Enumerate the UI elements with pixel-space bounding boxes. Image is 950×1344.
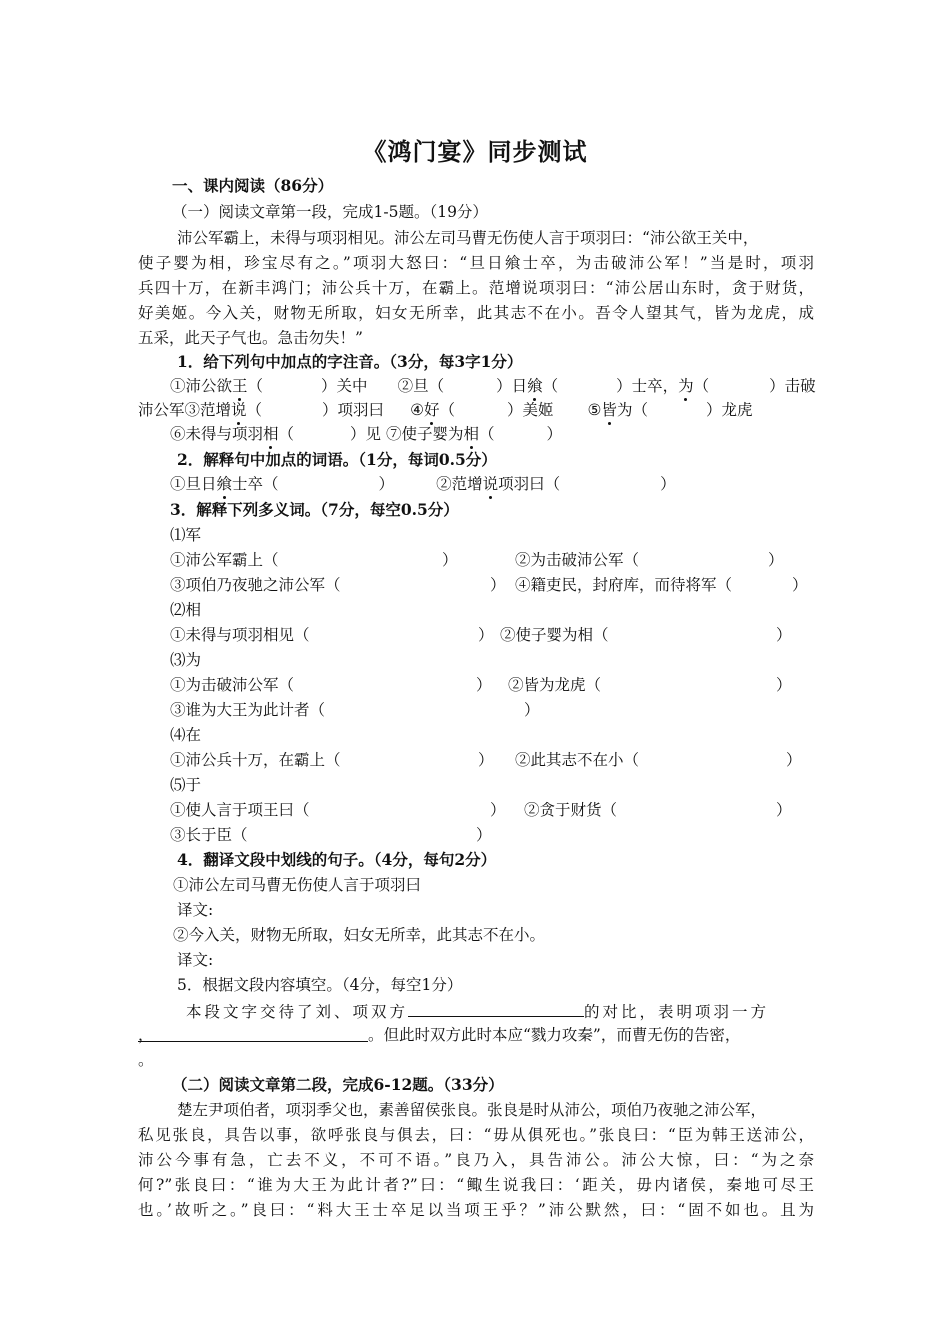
passage-line: 沛公今事有急，亡去不义，不可不语。”良乃入，具告沛公。沛公大惊，曰：“为之奈	[138, 1151, 814, 1169]
q1-text: （	[278, 425, 295, 443]
q3-item: ①沛公兵十万，在霸上（	[170, 751, 341, 769]
q3-item: ）	[442, 551, 458, 569]
q1-line-1	[170, 376, 816, 396]
q1-text: 为（	[616, 401, 648, 419]
q3-item: ①未得与项羽相见（	[170, 626, 310, 644]
q2-text: 士卒（	[232, 475, 279, 493]
passage-line: 五采，此天子气也。急击勿失！”	[138, 329, 363, 347]
q1-text: ①沛公欲	[170, 377, 233, 395]
q4-translation-label-2: 译文:	[177, 951, 214, 969]
q3-item: ）	[776, 801, 792, 819]
q5-heading: 5．根据文段内容填空。（4分，每空1分）	[177, 976, 463, 994]
q3-item: ）	[490, 576, 506, 594]
q1-text: ）见 ⑦使子婴为	[350, 425, 464, 443]
q3-item: ）	[792, 576, 808, 594]
q3-item: ①沛公军霸上（	[170, 551, 279, 569]
q1-line-3	[170, 424, 562, 444]
q1-line-2	[138, 400, 752, 420]
q1-text: ⑥未得与项羽	[170, 425, 264, 443]
q2-text: ①旦日	[170, 475, 217, 493]
q3-word: ⑶为	[170, 651, 202, 669]
q4-sentence-2: ②今入关，财物无所取，妇女无所幸，此其志不在小。	[173, 926, 546, 944]
answer-blank[interactable]	[138, 1025, 368, 1042]
passage-line: 使子婴为相，珍宝尽有之。”项羽大怒曰：“旦日飨士卒，为击破沛公军！”当是时，项羽	[138, 254, 814, 272]
q1-text: ）日	[496, 377, 528, 395]
q1-text: 沛公军③范增	[138, 401, 232, 419]
q1-text: （	[693, 377, 710, 395]
q3-item: ②皆为龙虎（	[508, 676, 602, 694]
q3-item: ①为击破沛公军（	[170, 676, 295, 694]
q2-line	[170, 474, 676, 494]
q1-text: ⑤	[587, 401, 602, 419]
q3-item: ②使子婴为相（	[500, 626, 609, 644]
q3-item: ）	[478, 626, 494, 644]
q3-item: ）	[768, 551, 784, 569]
q3-item: ③项伯乃夜驰之沛公军（	[170, 576, 341, 594]
dotted-char: 飨	[216, 475, 233, 493]
dotted-char: 说	[231, 401, 247, 419]
q1-text: ）	[546, 425, 563, 443]
dotted-char: 王	[232, 377, 248, 395]
passage-line: 好美姬。今入关，财物无所取，妇女无所幸，此其志不在小。吾令人望其气，皆为龙虎，成	[138, 304, 814, 322]
q1-text: ）美姬	[507, 401, 554, 419]
q3-item: ）	[776, 676, 792, 694]
q1-text: （	[247, 377, 264, 395]
q3-item: ②为击破沛公军（	[515, 551, 640, 569]
q2-text: ②范增	[436, 475, 483, 493]
dotted-char: 好	[423, 401, 440, 419]
dotted-char: 相	[463, 425, 479, 443]
dotted-char: 皆	[601, 401, 617, 419]
q4-sentence-1: ①沛公左司马曹无伤使人言于项羽曰	[173, 876, 422, 894]
q1-text: （	[439, 401, 455, 419]
q5-text: 的对比，表明项羽一方	[584, 1003, 770, 1021]
passage-line: 私见张良，具告以事，欲呼张良与俱去，曰：“毋从俱死也。”张良曰：“臣为韩王送沛公，	[138, 1126, 814, 1144]
q1-text: （	[246, 401, 263, 419]
q3-item: ）	[490, 801, 506, 819]
q4-translation-label-1: 译文:	[177, 901, 214, 919]
part1-heading: （一）阅读文章第一段，完成1-5题。（19分）	[172, 203, 488, 221]
q1-text: ）士卒，	[616, 377, 679, 395]
q1-text: ）项羽曰	[322, 401, 385, 419]
q1-text: （	[542, 377, 559, 395]
q1-text: ）击破	[769, 377, 816, 395]
q1-text: ②旦（	[397, 377, 445, 395]
q1-text: （	[479, 425, 495, 443]
q3-word: ⑸于	[170, 776, 202, 794]
passage-line: 也。’故听之。”良曰：“料大王士卒足以当项王乎？”沛公默然，曰：“固不如也。且为	[138, 1201, 814, 1219]
q3-item: ③长于臣（	[170, 826, 248, 844]
q3-item: ③谁为大王为此计者（	[170, 701, 326, 719]
q3-item: ②贪于财货（	[524, 801, 618, 819]
q2-text: ）	[378, 475, 395, 493]
q3-word: ⑵相	[170, 601, 202, 619]
passage-line: 何?”张良曰：“谁为大王为此计者?”曰：“鲰生说我曰：‘距关，毋内诸侯，秦地可尽王	[138, 1176, 814, 1194]
q3-item: ）	[524, 701, 540, 719]
q3-word: ⑴军	[170, 526, 202, 544]
q3-heading: 3．解释下列多义词。（7分，每空0.5分）	[170, 500, 459, 519]
answer-blank[interactable]	[408, 1000, 584, 1017]
passage-line: 楚左尹项伯者，项羽季父也，素善留侯张良。张良是时从沛公，项伯乃夜驰之沛公军，	[177, 1101, 767, 1119]
q3-item: ）	[776, 626, 792, 644]
q3-item: ）	[786, 751, 802, 769]
dotted-char: 相	[263, 425, 279, 443]
q2-text: ）	[660, 475, 676, 493]
q3-item: ）	[478, 751, 494, 769]
q1-heading: 1．给下列句中加点的字注音。（3分，每3字1分）	[177, 352, 523, 371]
q5-line-1	[186, 1000, 769, 1022]
q5-line-3: 。	[138, 1051, 154, 1069]
q3-item: ）	[476, 826, 492, 844]
dotted-char: 飨	[527, 377, 543, 395]
q5-text: ，	[138, 1026, 154, 1044]
q1-text: ）关中	[321, 377, 368, 395]
passage-line: 兵四十万，在新丰鸿门；沛公兵十万，在霸上。范增说项羽曰：“沛公居山东时，贪于财货，	[138, 279, 814, 297]
q4-heading: 4．翻译文段中划线的句子。（4分，每句2分）	[177, 850, 497, 869]
section-heading: 一、课内阅读（86分）	[172, 176, 334, 195]
passage-line: 沛公军霸上，未得与项羽相见。沛公左司马曹无伤使人言于项羽曰：“沛公欲王关中，	[177, 229, 759, 247]
part2-heading: （二）阅读文章第二段，完成6-12题。（33分）	[172, 1075, 504, 1094]
dotted-char: 说	[482, 475, 499, 493]
q5-text: 本段文字交待了刘、项双方	[186, 1003, 409, 1021]
q3-item: ①使人言于项王曰（	[170, 801, 310, 819]
q5-text: 。但此时双方此时本应“戮力攻秦”，而曹无伤的告密，	[368, 1026, 741, 1044]
page-title: 《鸿门宴》同步测试	[362, 138, 588, 166]
q2-text: 项羽曰（	[498, 475, 561, 493]
q3-item: ②此其志不在小（	[515, 751, 640, 769]
q3-item: ）	[476, 676, 492, 694]
q2-heading: 2．解释句中加点的词语。（1分，每词0.5分）	[177, 450, 497, 469]
q3-word: ⑷在	[170, 726, 202, 744]
q1-text: ）龙虎	[705, 401, 753, 419]
q1-text: ④	[410, 401, 424, 419]
q5-line-2	[138, 1025, 740, 1045]
dotted-char: 为	[678, 377, 694, 395]
q3-item: ④籍吏民，封府库，而待将军（	[515, 576, 733, 594]
